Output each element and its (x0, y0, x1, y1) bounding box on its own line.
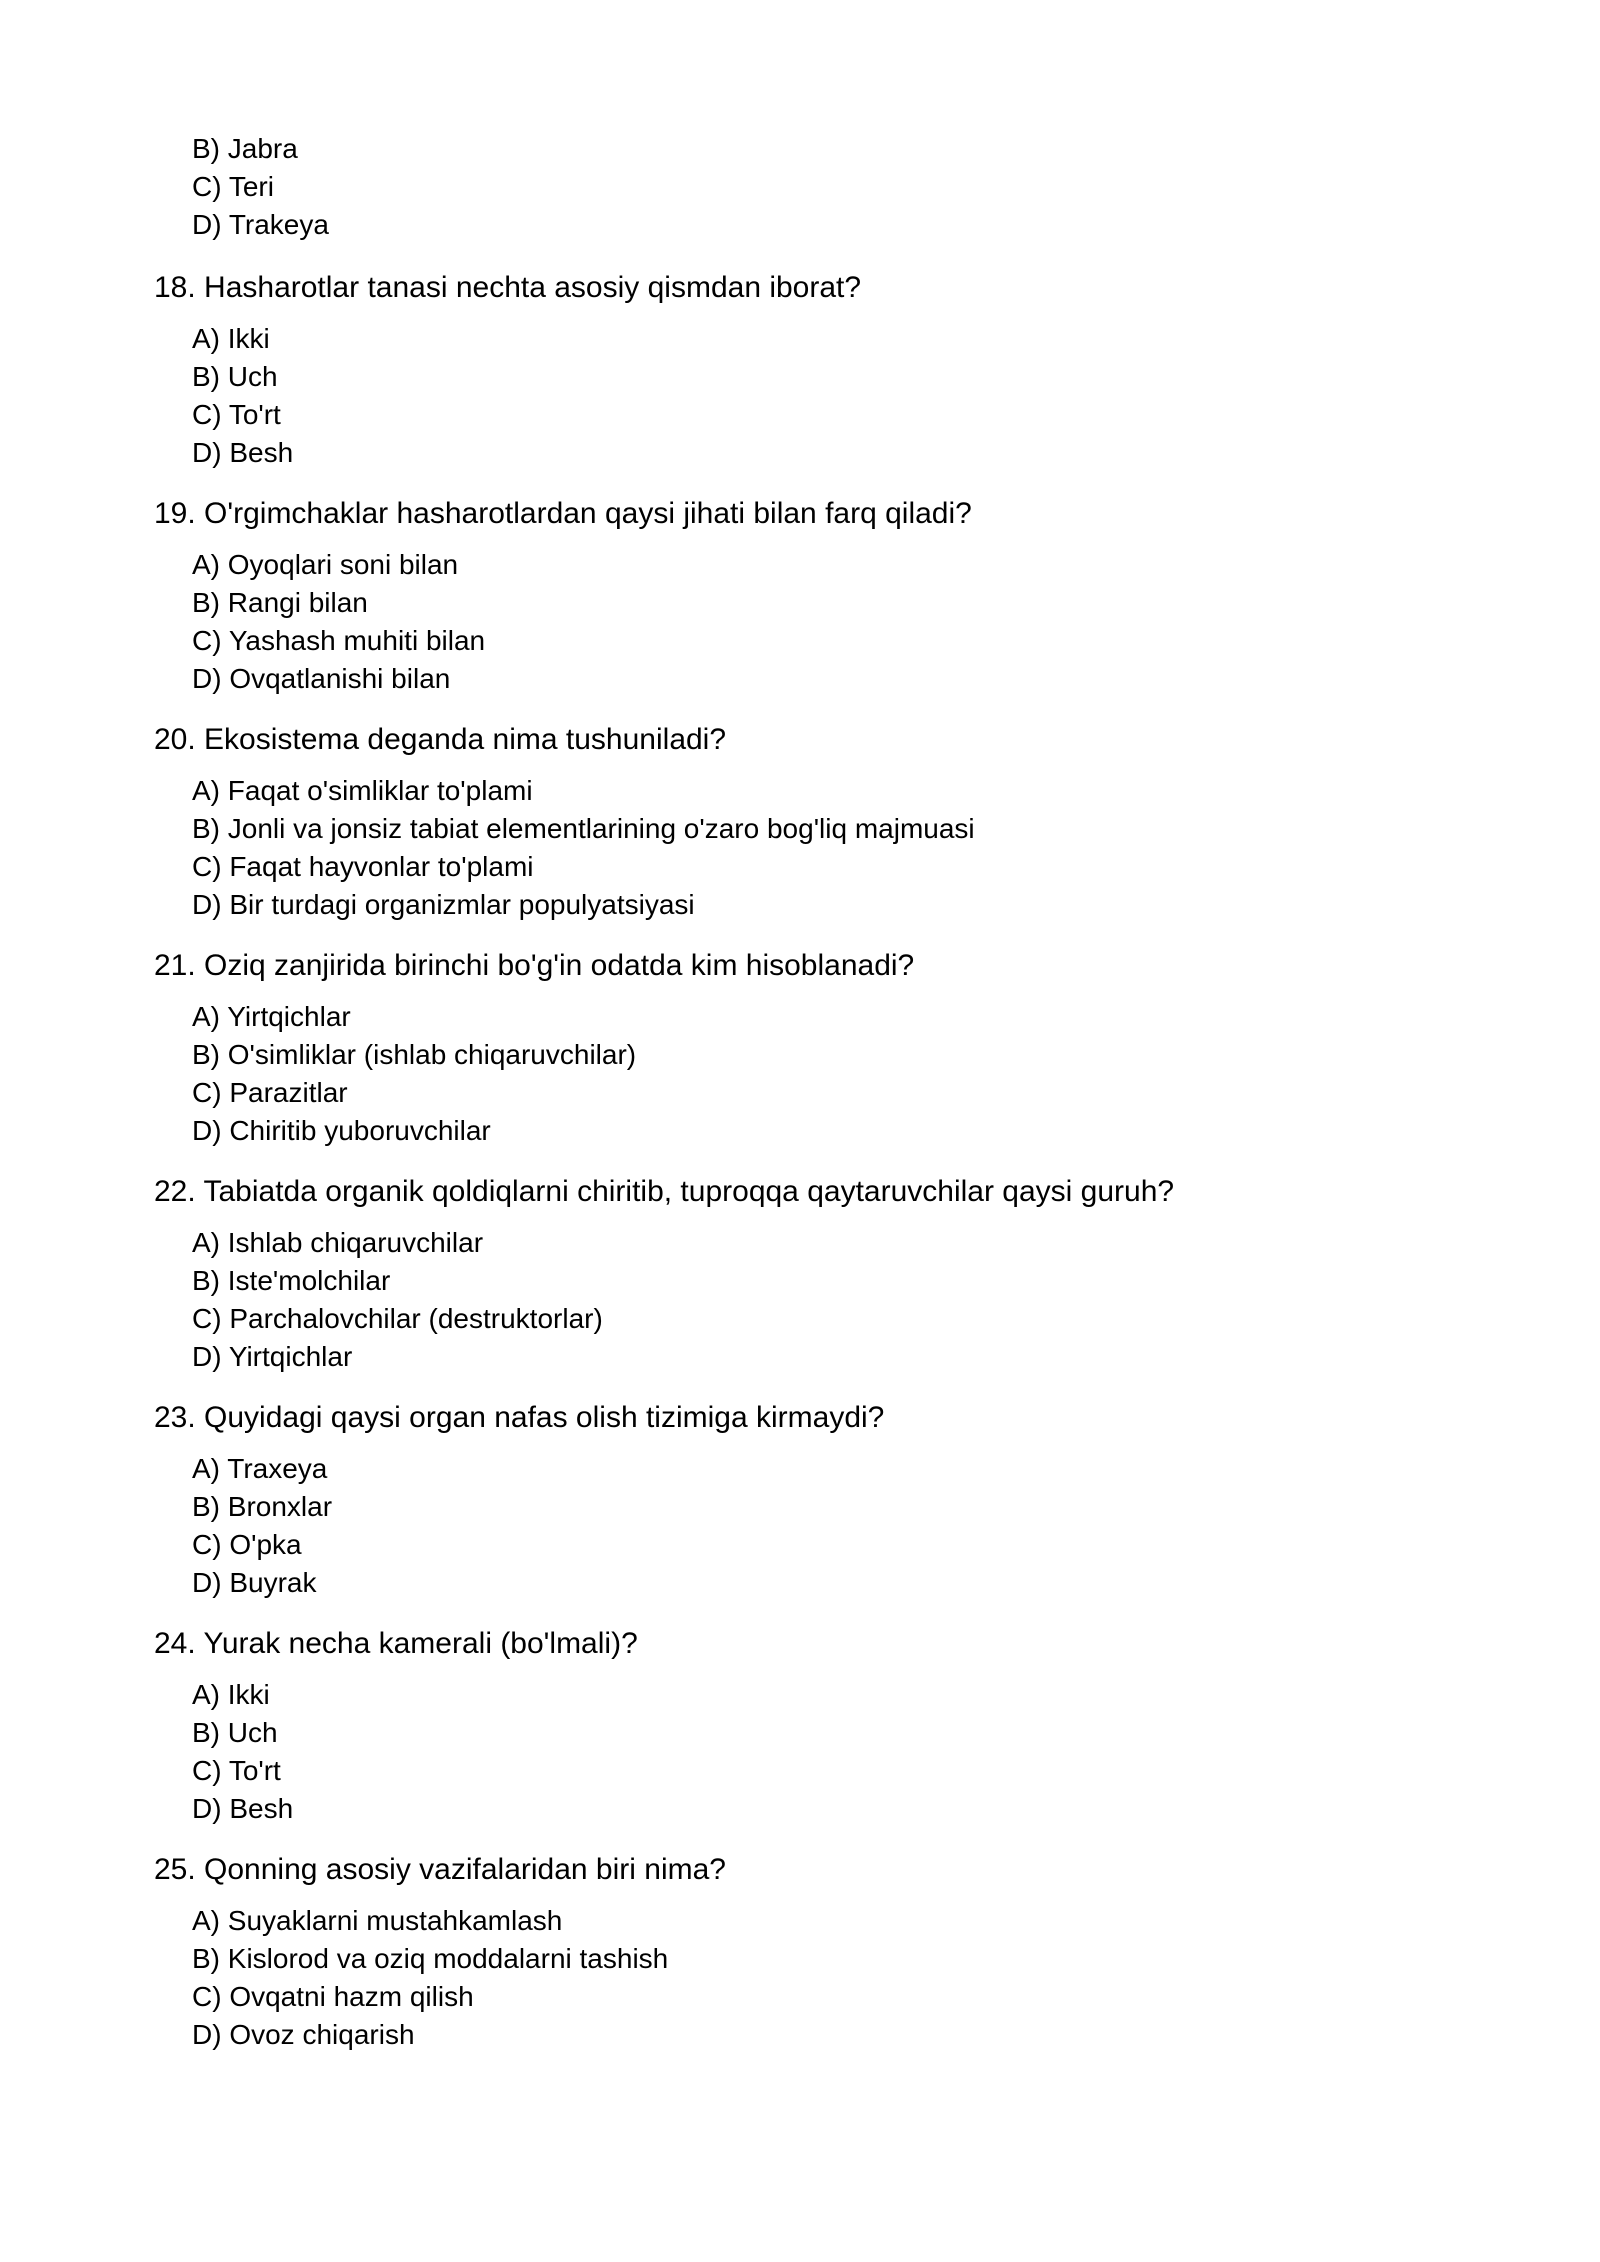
option-list (192, 1450, 1174, 1602)
option-list (192, 1224, 1174, 1376)
question-title: 25. Qonning asosiy vazifalaridan biri nima? (154, 1853, 726, 1886)
option: B) Jabra (192, 133, 298, 164)
option: A) Oyoqlari soni bilan (192, 549, 459, 580)
option: B) Uch (192, 361, 278, 392)
option: D) Ovoz chiqarish (192, 2019, 415, 2050)
question-title: 24. Yurak necha kamerali (bo'lmali)? (154, 1627, 638, 1660)
question-19 (0, 492, 1174, 698)
option: A) Suyaklarni mustahkamlash (192, 1905, 563, 1936)
option-list (192, 546, 1174, 698)
option: A) Ikki (192, 1679, 270, 1710)
option: D) Trakeya (192, 209, 329, 240)
option: B) Rangi bilan (192, 587, 368, 618)
option: C) To'rt (192, 1755, 281, 1786)
question-title: 21. Oziq zanjirida birinchi bo'g'in odatda kim hisoblanadi? (154, 949, 915, 982)
question-22 (0, 1170, 1174, 1376)
option: D) Chiritib yuboruvchilar (192, 1115, 491, 1146)
option: C) Yashash muhiti bilan (192, 625, 486, 656)
question-24 (0, 1622, 1174, 1828)
question-title: 23. Quyidagi qaysi organ nafas olish tizimiga kirmaydi? (154, 1401, 885, 1434)
option: C) Parchalovchilar (destruktorlar) (192, 1303, 603, 1334)
option: D) Buyrak (192, 1567, 317, 1598)
question-title: 18. Hasharotlar tanasi nechta asosiy qismdan iborat? (154, 271, 862, 304)
option: A) Faqat o'simliklar to'plami (192, 775, 533, 806)
option: C) Faqat hayvonlar to'plami (192, 851, 534, 882)
option: B) Jonli va jonsiz tabiat elementlarining o'zaro bog'liq majmuasi (192, 813, 975, 844)
question-20 (0, 718, 1174, 924)
question-title: 22. Tabiatda organik qoldiqlarni chiritib, tuproqqa qaytaruvchilar qaysi guruh? (154, 1175, 1175, 1208)
option: B) Bronxlar (192, 1491, 333, 1522)
continued-question-options (192, 130, 329, 244)
question-title: 20. Ekosistema deganda nima tushuniladi? (154, 723, 727, 756)
option: C) To'rt (192, 399, 281, 430)
option: B) Uch (192, 1717, 278, 1748)
option-list (192, 320, 1174, 472)
option: B) O'simliklar (ishlab chiqaruvchilar) (192, 1039, 637, 1070)
question-list (0, 266, 1174, 2074)
option: C) Parazitlar (192, 1077, 348, 1108)
option: C) Teri (192, 171, 274, 202)
option: B) Kislorod va oziq moddalarni tashish (192, 1943, 669, 1974)
option-list (192, 998, 1174, 1150)
question-18 (0, 266, 1174, 472)
option: B) Iste'molchilar (192, 1265, 391, 1296)
option: A) Yirtqichlar (192, 1001, 351, 1032)
option: D) Yirtqichlar (192, 1341, 353, 1372)
option: C) O'pka (192, 1529, 302, 1560)
option: C) Ovqatni hazm qilish (192, 1981, 474, 2012)
option: D) Ovqatlanishi bilan (192, 663, 451, 694)
option: A) Ikki (192, 323, 270, 354)
option-list (192, 1902, 1174, 2054)
option: A) Traxeya (192, 1453, 328, 1484)
option: A) Ishlab chiqaruvchilar (192, 1227, 484, 1258)
question-21 (0, 944, 1174, 1150)
question-25 (0, 1848, 1174, 2054)
question-title: 19. O'rgimchaklar hasharotlardan qaysi jihati bilan farq qiladi? (154, 497, 972, 530)
option: D) Bir turdagi organizmlar populyatsiyasi (192, 889, 695, 920)
option-list (192, 1676, 1174, 1828)
option-list (192, 772, 1174, 924)
option: D) Besh (192, 437, 294, 468)
question-23 (0, 1396, 1174, 1602)
option: D) Besh (192, 1793, 294, 1824)
